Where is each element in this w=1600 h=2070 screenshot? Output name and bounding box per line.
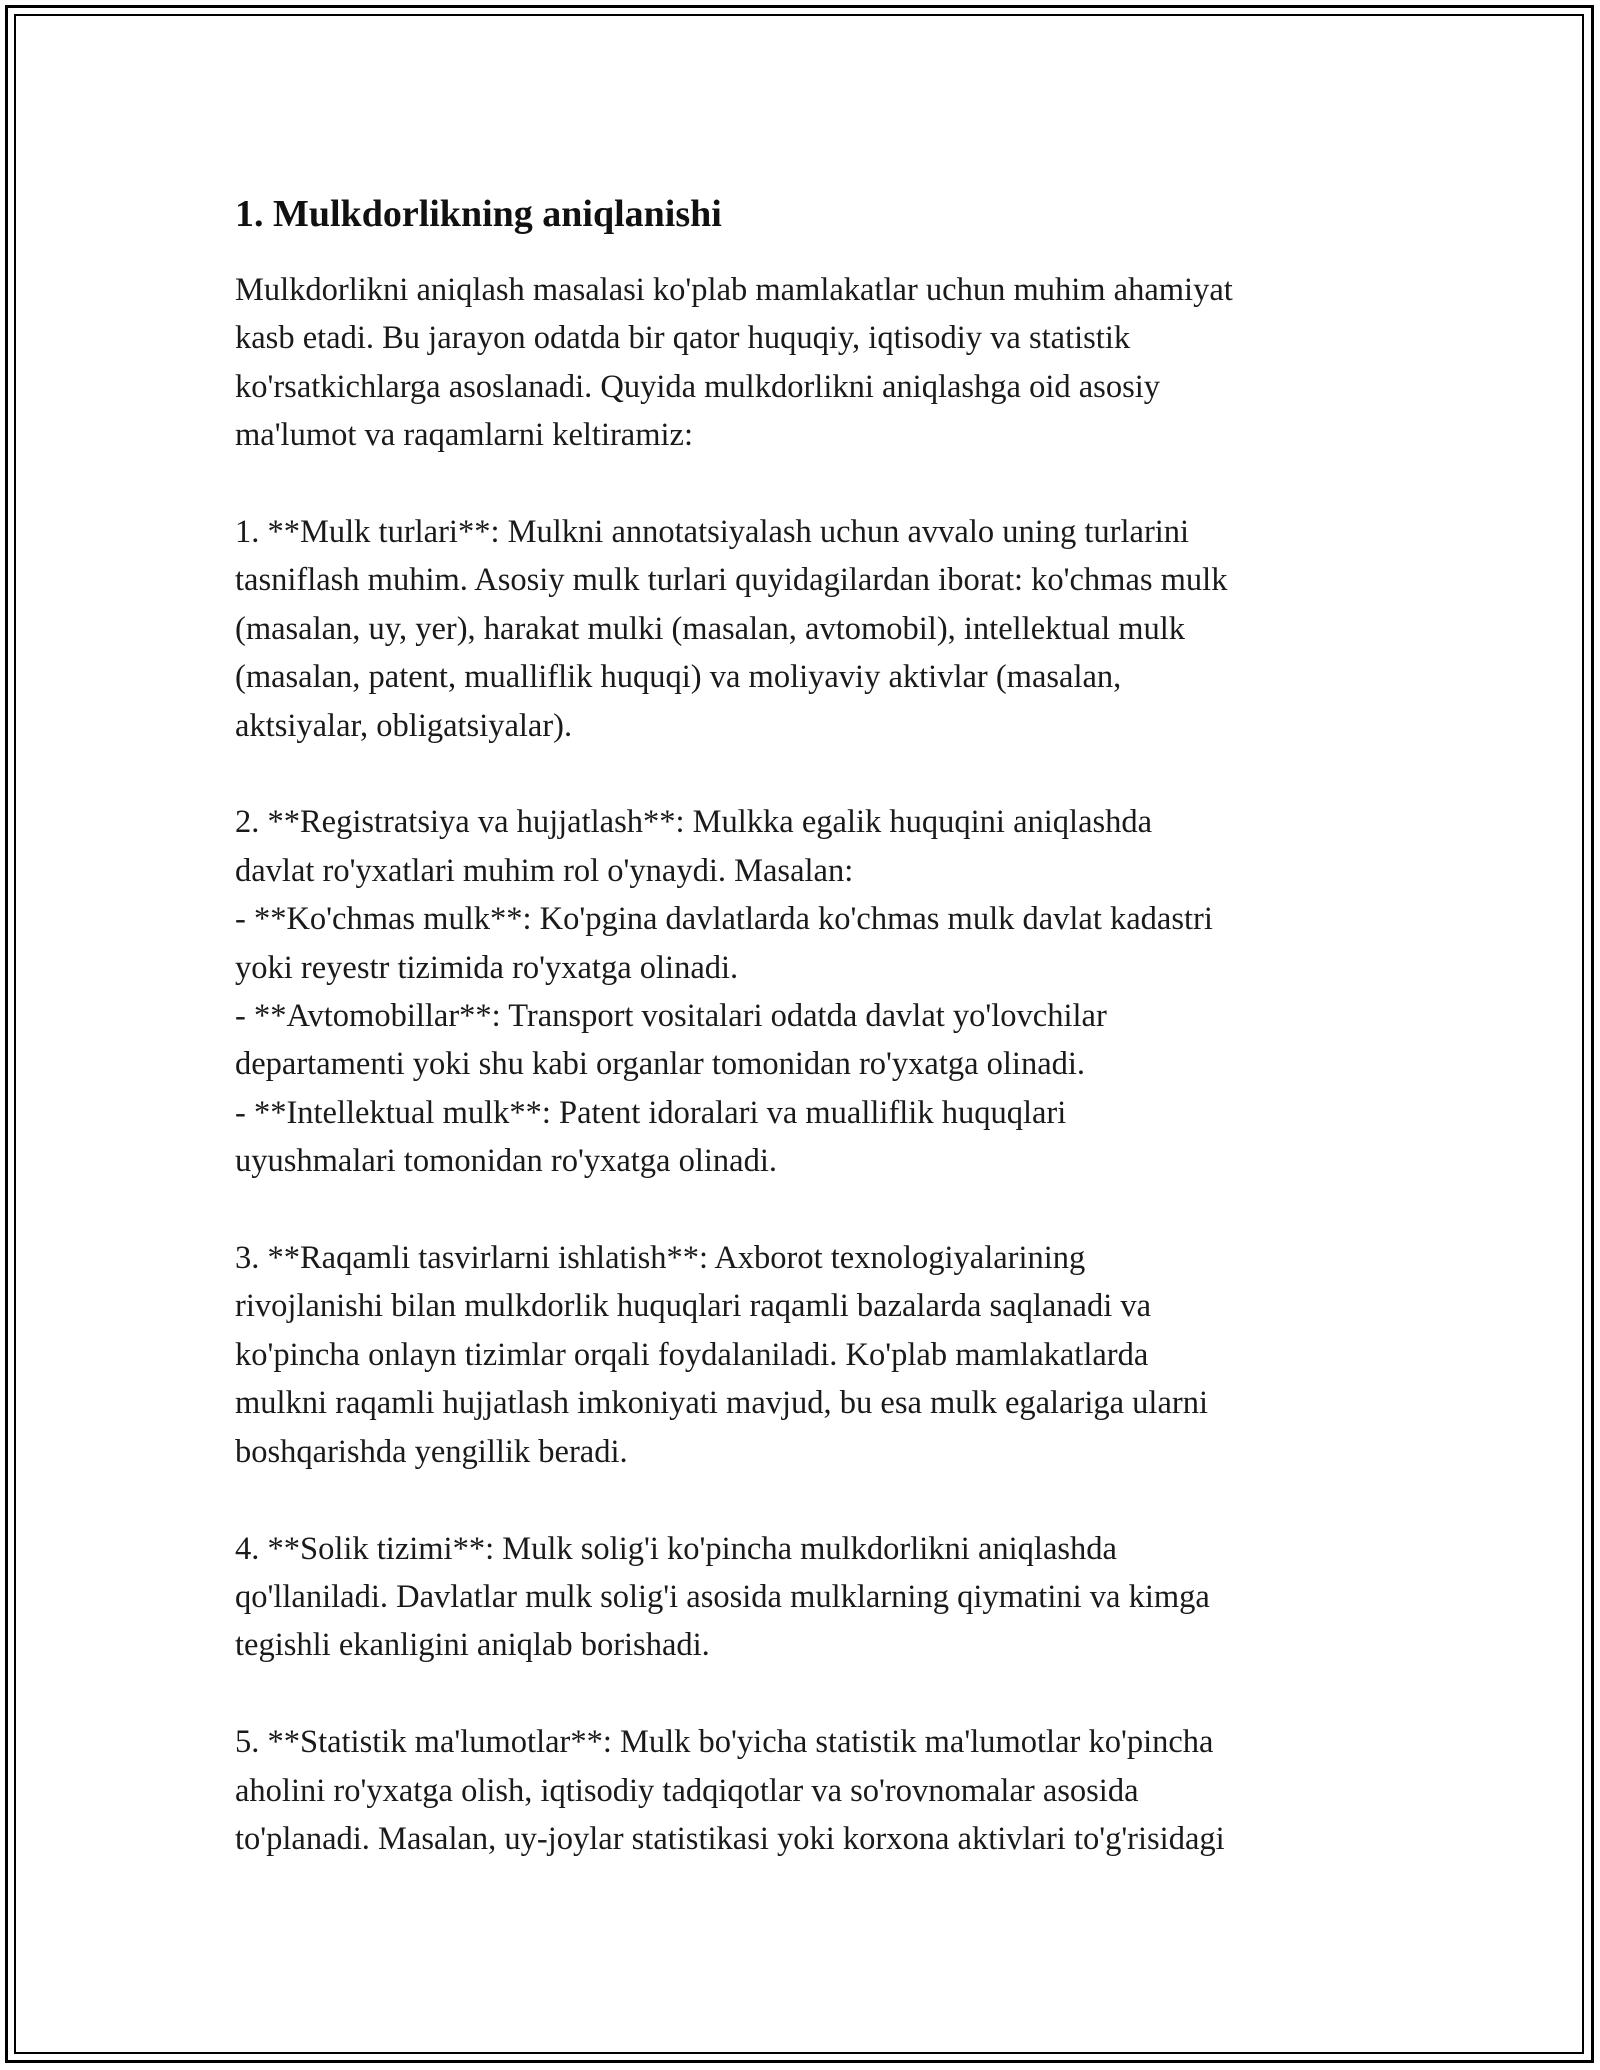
list-item-statistik: 5. **Statistik ma'lumotlar**: Mulk bo'yicha statistik ma'lumotlar ko'pincha aholini ro'yxatga olish, iqtisodiy tadqiqotlar va so'rovnomalar asosida to'planadi. Masalan, uy-joylar statistikasi yoki korxona aktivlari to'g'risidagi: [235, 1724, 1225, 1857]
list-item-mulk-turlari: 1. **Mulk turlari**: Mulkni annotatsiyalash uchun avvalo uning turlarini tasniflash muhim. Asosiy mulk turlari quyidagilardan iborat: ko'chmas mulk (masalan, uy, yer), harakat mulki (masalan, avtomobil), intellektual mulk (masalan, patent, mualliflik huquqi) va moliyaviy aktivlar (masalan, aktsiyalar, obligatsiyalar).: [235, 514, 1228, 744]
section-title: 1. Mulkdorlikning aniqlanishi: [235, 193, 722, 235]
paragraph-spacer: [235, 1670, 1385, 1718]
document-body: [235, 184, 1385, 1863]
intro-paragraph: Mulkdorlikni aniqlash masalasi ko'plab mamlakatlar uchun muhim ahamiyat kasb etadi. Bu jarayon odatda bir qator huquqiy, iqtisodiy va statistik ko'rsatkichlarga asoslanadi. Quyida mulkdorlikni aniqlashga oid asosiy ma'lumot va raqamlarni keltiramiz:: [235, 272, 1233, 454]
list-item-registratsiya: 2. **Registratsiya va hujjatlash**: Mulkka egalik huquqini aniqlashda davlat ro'yxatlari muhim rol o'ynaydi. Masalan: - **Ko'chmas mulk**: Ko'pgina davlatlarda ko'chmas mulk davlat kadastri yoki reyestr tizimida ro'yxatga olinadi. - **Avtomobillar**: Transport vositalari odatda davlat yo'lovchilar departamenti yoki shu kabi organlar tomonidan ro'yxatga olinadi. - **Intellektual mulk**: Patent idoralari va mualliflik huquqlari uyushmalari tomonidan ro'yxatga olinadi.: [235, 804, 1213, 1180]
paragraph-spacer: [235, 1476, 1385, 1524]
paragraph-spacer: [235, 750, 1385, 798]
paragraph-spacer: [235, 1186, 1385, 1234]
list-item-raqamli-tasvirlar: 3. **Raqamli tasvirlarni ishlatish**: Axborot texnologiyalarining rivojlanishi bilan mulkdorlik huquqlari raqamli bazalarda saqlanadi va ko'pincha onlayn tizimlar orqali foydalaniladi. Ko'plab mamlakatlarda mulkni raqamli hujjatlash imkoniyati mavjud, bu esa mulk egalariga ularni boshqarishda yengillik beradi.: [235, 1240, 1208, 1470]
list-item-solik-tizimi: 4. **Solik tizimi**: Mulk solig'i ko'pincha mulkdorlikni aniqlashda qo'llaniladi. Davlatlar mulk solig'i asosida mulklarning qiymatini va kimga tegishli ekanligini aniqlab borishadi.: [235, 1530, 1210, 1664]
paragraph-spacer: [235, 460, 1385, 508]
